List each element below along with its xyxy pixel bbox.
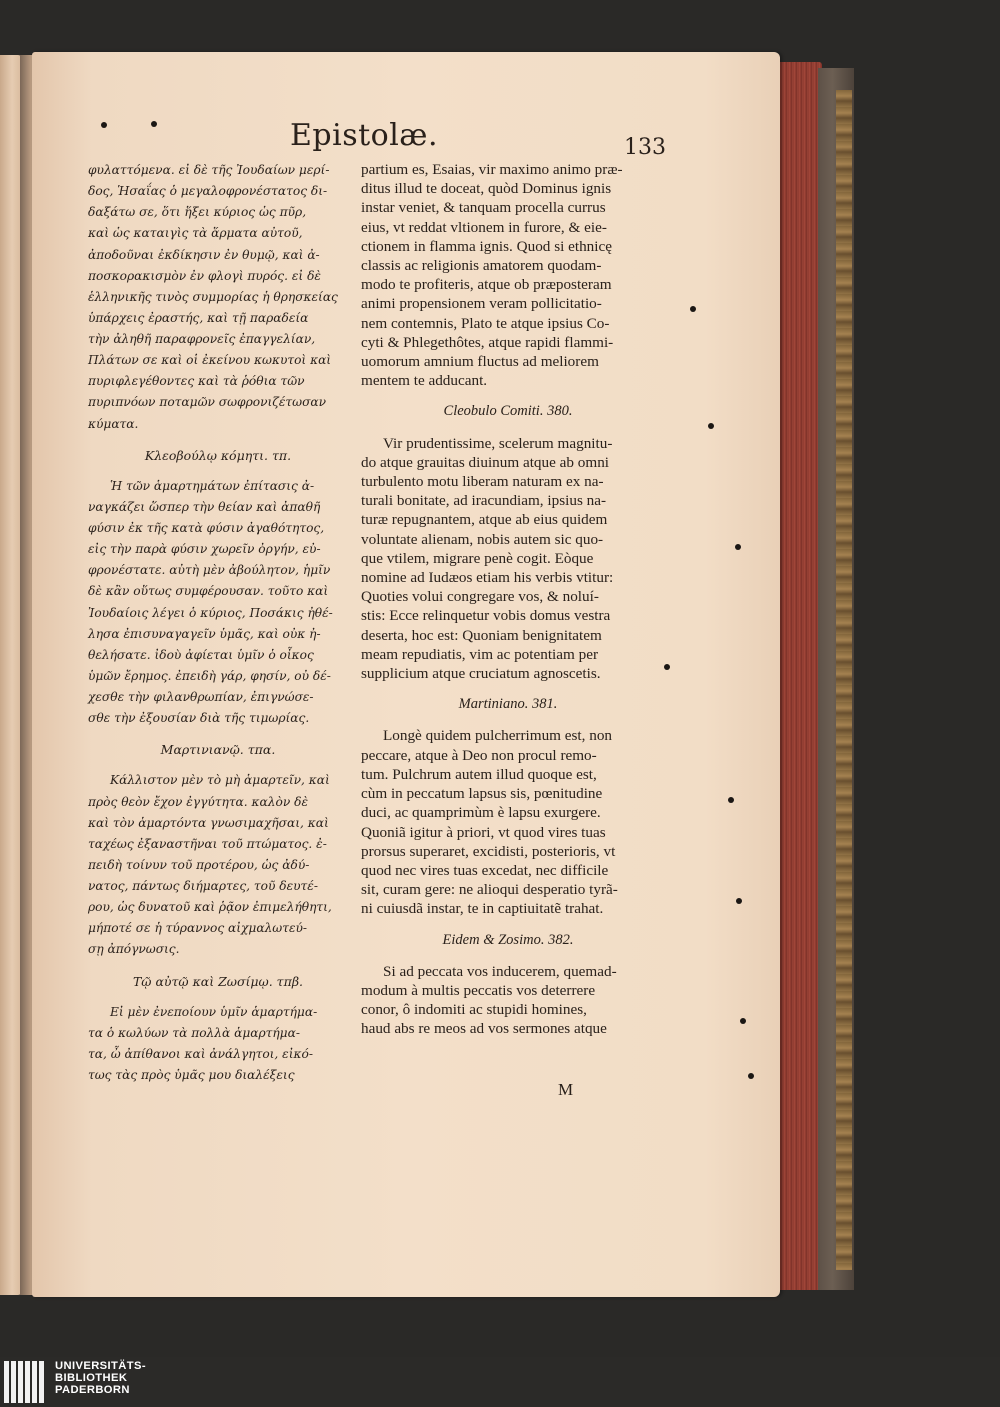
library-logo-text: [55, 1360, 146, 1397]
paragraph: [361, 962, 655, 1039]
logo-line: PADERBORN: [55, 1384, 130, 1397]
text-line: duci, ac quamprimùm è lapsu exurgere.: [361, 804, 601, 822]
paragraph: [361, 726, 655, 918]
running-title: Epistolæ.: [290, 118, 439, 153]
paragraph: [88, 1002, 348, 1087]
text-line: φρονέστατε. αὐτὴ μὲν ἀβούλητον, ἡμῖν: [88, 563, 331, 578]
ink-speck: [740, 1018, 746, 1024]
ink-speck: [690, 306, 696, 312]
text-line: κύματα.: [88, 416, 139, 431]
text-line: ρου, ὡς δυνατοῦ καὶ ῥᾷον ἐπιμελήθητι,: [88, 900, 332, 915]
text-line: nomine ad Iudæos etiam his verbis vtitur:: [361, 569, 614, 587]
text-line: ditus illud te doceat, quòd Dominus ignis: [361, 180, 612, 198]
text-line: Si ad peccata vos inducerem, quemad-: [383, 962, 617, 980]
text-line: φυλαττόμενα. εἰ δὲ τῆς Ἰουδαίων μερί-: [88, 163, 330, 177]
ink-speck: [101, 122, 107, 128]
text-line: πρὸς θεὸν ἔχον ἐγγύτητα. καλὸν δὲ: [88, 794, 308, 809]
text-line: δὲ κἂν οὕτως συμφέρουσαν. τοῦτο καὶ: [88, 584, 329, 599]
text-line: sit, curam gere: ne alioqui desperatio tyrã-: [361, 881, 618, 899]
text-line: νατος, πάντως διήμαρτες, τοῦ δευτέ-: [88, 879, 318, 893]
text-line: prorsus superaret, excidisti, posterioris, vt: [361, 842, 616, 860]
text-line: peccare, atque à Deo non procul remo-: [361, 746, 597, 764]
text-line: ni cuiusdã instar, te in captiuitatẽ trahat.: [361, 900, 604, 918]
text-line: stis: Ecce relinquetur vobis domus vestra: [361, 607, 611, 625]
text-line: Ἰουδαίοις λέγει ὁ κύριος, Ποσάκις ἠθέ-: [88, 605, 333, 620]
text-line: haud abs re meos ad vos sermones atque: [361, 1020, 607, 1038]
text-line: eius, vt reddat vltionem in furore, & eie-: [361, 218, 607, 236]
letter-heading: Τῷ αὐτῷ καὶ Ζωσίμῳ. τπβ.: [132, 973, 304, 989]
text-line: que vtilem, migrare penè cogit. Eòque: [361, 549, 594, 567]
text-line: ποσκορακισμὸν ἐν φλογὶ πυρός. εἰ δὲ: [88, 268, 321, 283]
text-line: δος, Ἡσαΐας ὁ μεγαλοφρονέστατος δι-: [88, 184, 328, 199]
text-line: Ἡ τῶν ἁμαρτημάτων ἐπίτασις ἀ-: [110, 478, 315, 493]
text-line: δαξάτω σε, ὅτι ἥξει κύριος ὡς πῦρ,: [88, 205, 307, 220]
left-page-edge: [0, 55, 22, 1295]
letter-heading: Martiniano. 381.: [458, 696, 558, 713]
text-line: ctionem in flamma ignis. Quod si ethnicę: [361, 237, 612, 255]
text-line: μήποτέ σε ἡ τύραννος αἰχμαλωτεύ-: [88, 921, 308, 936]
text-line: do atque grauitas diuinum atque ab omni: [361, 453, 610, 471]
ink-speck: [664, 664, 670, 670]
page-edges-red: [778, 62, 822, 1290]
text-line: Quoniã igitur à priori, vt quod vires tuas: [361, 823, 606, 841]
text-line: θελήσατε. ἰδοὺ ἀφίεται ὑμῖν ὁ οἶκος: [88, 647, 314, 662]
text-line: partium es, Esaias, vir maximo animo præ-: [361, 161, 623, 178]
footer-bar: [0, 1357, 1000, 1407]
text-line: turæ repugnantem, atque ab eius quidem: [361, 511, 608, 529]
text-line: ὑμῶν ἔρημος. ἐπειδὴ γάρ, φησίν, οὐ δέ-: [88, 668, 331, 683]
ink-speck: [748, 1073, 754, 1079]
paragraph: [88, 770, 348, 960]
text-line: φύσιν ἐκ τῆς κατὰ φύσιν ἀγαθότητος,: [88, 521, 325, 535]
text-line: πυριπνόων ποταμῶν σωφρονιζέτωσαν: [88, 395, 327, 410]
logo-line: BIBLIOTHEK: [55, 1372, 128, 1385]
text-line: ὑπάρχεις ἐραστής, καὶ τῇ παραδεία: [88, 310, 309, 325]
text-line: turali bonitate, ad iracundiam, ipsius na-: [361, 492, 607, 510]
text-line: conor, ô indomiti ac stupidi homines,: [361, 1001, 587, 1019]
text-line: modo te profiteris, atque ob præposteram: [361, 276, 612, 294]
text-line: instar veniet, & tanquam procella currus: [361, 199, 606, 217]
text-line: πειδὴ τοίνυν τοῦ προτέρου, ὡς ἀδύ-: [88, 857, 310, 872]
text-line: πυριφλεγέθοντες καὶ τὰ ῥόθια τῶν: [88, 374, 305, 389]
text-line: λησα ἐπισυναγαγεῖν ὑμᾶς, καὶ οὐκ ἠ-: [88, 626, 321, 641]
paragraph: [361, 434, 655, 684]
text-line: τὴν ἀληθῆ παραφρονεῖς ἐπαγγελίαν,: [88, 332, 316, 346]
ink-speck: [708, 423, 714, 429]
greek-column: [88, 160, 348, 1086]
text-line: Vir prudentissime, scelerum magnitu-: [383, 434, 613, 452]
letter-heading: Eidem & Zosimo. 382.: [442, 931, 574, 948]
text-line: τα, ὦ ἀπίθανοι καὶ ἀνάλγητοι, εἰκό-: [88, 1046, 313, 1061]
text-line: supplicium atque cruciatum agnoscetis.: [361, 665, 601, 683]
text-line: modum à multis peccatis vos deterrere: [361, 981, 596, 999]
text-line: nem contemnis, Plato te atque ipsius Co-: [361, 314, 610, 332]
letter-heading: Κλεοβούλῳ κόμητι. τπ.: [144, 447, 292, 463]
text-line: τως τὰς πρὸς ὑμᾶς μου διαλέξεις: [88, 1068, 295, 1082]
text-line: ταχέως ἐξαναστῆναι τοῦ πτώματος. ἐ-: [88, 836, 327, 851]
text-line: εἰς τὴν παρὰ φύσιν χωρεῖν ὀργήν, εὐ-: [88, 542, 321, 557]
text-line: animi propensionem veram pollicitatio-: [361, 295, 602, 313]
ink-speck: [728, 797, 734, 803]
text-line: σῃ ἀπόγνωσις.: [88, 942, 180, 957]
paragraph: [361, 160, 655, 390]
text-line: χεσθε τὴν φιλανθρωπίαν, ἐπιγνώσε-: [88, 690, 314, 704]
text-line: uomorum amnium fluctus ad meliorem: [361, 353, 599, 371]
text-line: Πλάτων σε καὶ οἱ ἐκείνου κωκυτοὶ καὶ: [88, 353, 332, 368]
text-line: classis ac religionis amatorem quodam-: [361, 257, 602, 275]
text-line: turbulento motu liberam naturam ex na-: [361, 473, 604, 491]
paragraph: [88, 476, 348, 730]
text-line: ἑλληνικῆς τινὸς συμμορίας ἡ θρησκείας: [88, 289, 338, 304]
text-line: Κάλλιστον μὲν τὸ μὴ ἁμαρτεῖν, καὶ: [110, 773, 330, 788]
text-line: cùm in peccatum lapsus sis, pœnitudine: [361, 785, 603, 803]
marbled-cover: [836, 90, 852, 1270]
latin-column: [361, 160, 655, 1039]
text-line: καὶ ὡς καταιγὶς τὰ ἅρματα αὐτοῦ,: [88, 226, 303, 241]
library-logo-icon: [4, 1361, 50, 1403]
letter-heading: Μαρτινιανῷ. τπα.: [160, 742, 276, 758]
text-line: Longè quidem pulcherrimum est, non: [383, 727, 613, 745]
letter-heading: Cleobulo Comiti. 380.: [443, 403, 573, 420]
text-line: ἀποδοῦναι ἐκδίκησιν ἐν θυμῷ, καὶ ἀ-: [88, 247, 320, 262]
text-line: καὶ τὸν ἁμαρτόντα γνωσιμαχῆσαι, καὶ: [88, 815, 329, 830]
logo-line: UNIVERSITÄTS-: [55, 1360, 146, 1372]
text-line: voluntate alienam, nobis autem sic quo-: [361, 530, 604, 548]
text-line: Εἰ μὲν ἐνεποίουν ὑμῖν ἁμαρτήμα-: [110, 1004, 318, 1019]
text-line: Quoties volui congregare vos, & noluí-: [361, 588, 599, 606]
text-line: meam repudiatis, vim ac potentiam per: [361, 645, 599, 663]
text-line: cyti & Phlegethôtes, atque rapidi flammi-: [361, 333, 614, 351]
text-line: quod nec vires tuas excedat, nec difficile: [361, 861, 609, 879]
ink-speck: [736, 898, 742, 904]
signature-mark: M: [558, 1080, 574, 1099]
text-line: σθε τὴν ἐξουσίαν διὰ τῆς τιμωρίας.: [88, 711, 310, 726]
page-number: 133: [624, 135, 666, 160]
text-line: tum. Pulchrum autem illud quoque est,: [361, 765, 597, 783]
ink-speck: [735, 544, 741, 550]
text-line: deserta, hoc est: Quoniam benignitatem: [361, 626, 602, 644]
text-line: τα ὁ κωλύων τὰ πολλὰ ἁμαρτήμα-: [88, 1025, 300, 1040]
text-line: ναγκάζει ὥσπερ τὴν θείαν καὶ ἀπαθῆ: [88, 499, 321, 514]
ink-speck: [151, 121, 157, 127]
paragraph: [88, 160, 348, 435]
text-line: mentem te adducant.: [361, 372, 488, 390]
